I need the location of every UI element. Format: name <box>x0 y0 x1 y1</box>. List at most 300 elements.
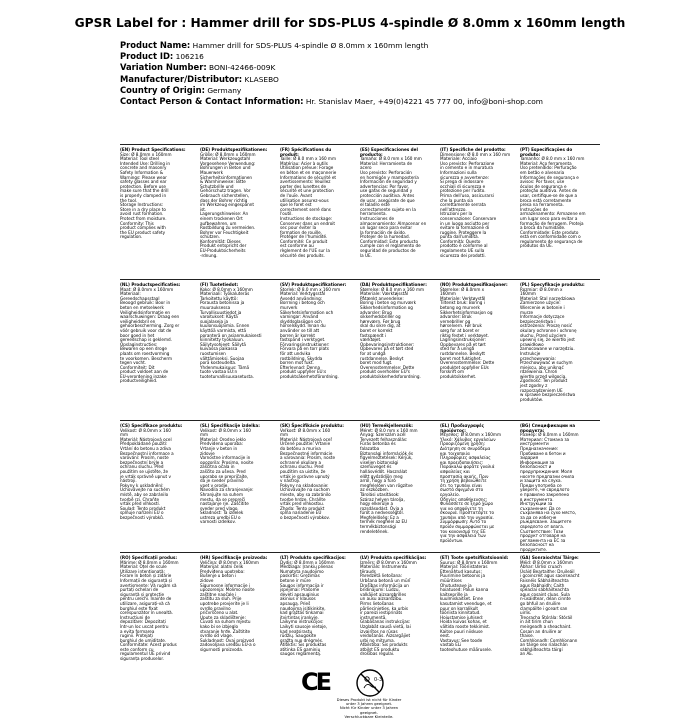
spec-line: splňuje nařízení EU o <box>120 510 164 516</box>
spec-line: Vorgesehene Verwendung: <box>200 160 256 166</box>
spec-line: agus cosaint cluas. Sula <box>520 591 570 597</box>
spec-line: purtați ochelari de <box>120 587 159 593</box>
spec-line: zaštitu za sluh. Prije <box>200 596 242 602</box>
spec-line: Porausta betonissa ja <box>200 300 245 306</box>
spec-line: drošības regulai. <box>360 651 395 657</box>
spec-line: sørg for at boret er <box>440 327 480 333</box>
spec-line: ist. <box>200 206 207 212</box>
spec-line: свредлото от влага. <box>520 524 565 530</box>
spec-line: Bezpečnostné informácie <box>280 450 333 456</box>
spec-heading: (HU) Termékjellemzők: <box>360 423 413 428</box>
spec-line: in un luogo asciutto per <box>440 220 490 226</box>
spec-block-lt <box>280 556 351 657</box>
spec-block-lv <box>360 556 431 657</box>
spec-line: burghiul este fixat <box>120 605 158 611</box>
spec-line: Méret: Ø 8.0 mm x 160 mm <box>360 427 418 433</box>
spec-line: ръждясване. Защитете <box>520 519 572 525</box>
age-warning-caption <box>336 698 402 719</box>
spec-line: Mărime: Ø 8.0mm x 160mm <box>120 559 179 565</box>
spec-line: Veličina: Ø 8.0mm x 160mm <box>200 559 259 565</box>
spec-line: Zhoda: Tento produkt <box>280 505 325 511</box>
spec-line: im Werkzeug eingespannt <box>200 202 254 208</box>
spec-line: termékbiztonsági <box>360 524 396 530</box>
spec-line: acero <box>360 165 372 171</box>
spec-line: boret er korrekt <box>360 327 393 333</box>
spec-line: Ettenähtud kasutus: <box>440 568 482 574</box>
spec-line: varningar: Använd <box>280 314 319 320</box>
spec-line: Μέγεθος: Ø 8.0mm x 160mm <box>440 432 501 438</box>
spec-line: rozporządzeniem UE <box>520 387 563 393</box>
spec-line: Atbilstība: Šis produkts <box>360 642 408 648</box>
spec-block-sv <box>280 283 351 379</box>
spec-line: Instructions de stockage: <box>280 215 333 221</box>
spec-line: Intended Use: Drilling in <box>120 160 171 166</box>
spec-line: porter des lunettes de <box>280 183 327 189</box>
spec-line: an táirge seo rialachán <box>520 642 568 648</box>
spec-line: Προοριζόμενη χρήση: <box>440 441 486 447</box>
spec-line: v nástroji. <box>280 478 301 484</box>
spec-line: Material: Orodno jeklo <box>200 436 246 442</box>
spec-line: sigurnosti proizvoda. <box>200 646 244 652</box>
gpsr-label-page <box>0 16 700 719</box>
spec-line: Instrucțiuni de <box>120 614 150 620</box>
spec-line: rostbildning. Skydda <box>280 355 323 361</box>
spec-line: Shranjujte na suhem <box>200 491 243 497</box>
spec-line: Gehörschutz tragen. Vor <box>200 188 251 194</box>
spec-line: mieste, aby sa zabránilo <box>280 491 331 497</box>
spec-line: cumple con el reglamento de <box>360 243 421 249</box>
spec-heading: (IT) Specifiche del prodotto: <box>440 147 506 152</box>
spec-line: Materiał: Stal narzędziowa <box>520 295 575 301</box>
spec-line: Anyag: Szerszám acél <box>360 432 406 438</box>
spec-line: regulamento de segurança de <box>520 238 583 244</box>
spec-line: te voorkomen. Bescherm <box>120 355 172 361</box>
spec-line: Suurus: Ø 8.0mm x 160mm <box>440 559 498 565</box>
spec-line: Protéger de l'humidité. <box>280 234 328 240</box>
spec-line: vastab ELi <box>440 642 462 648</box>
spec-line: productveiligheid. <box>120 378 158 384</box>
spec-heading: (DE) Produktspezifikationen: <box>200 147 268 152</box>
spec-line: Informații de siguranță și <box>120 577 172 583</box>
spec-line: sikkerhedsbriller og <box>360 314 401 320</box>
spec-line: Преди употреба се <box>520 482 562 488</box>
spec-block-pt <box>520 148 591 249</box>
spec-line: Drošības informācija un <box>360 582 409 588</box>
spec-line: müüritises <box>440 577 462 583</box>
spec-line: upewnij się, że wiertło jest <box>520 337 575 343</box>
spec-line: miejscu, aby uniknąć <box>520 364 564 370</box>
spec-line: Conformidad: Este producto <box>360 238 419 244</box>
spec-line: Hoida kuivas kohas, et <box>440 619 487 625</box>
info-product-id: Product ID: 106216 <box>120 51 204 62</box>
spec-line: зидария <box>520 455 539 461</box>
spec-line: produkt overholder EU's <box>360 369 410 375</box>
spec-line: Hoiustamise juhised: <box>440 614 484 620</box>
spec-line: Predviđena upotreba: <box>200 568 245 574</box>
spec-line: Kaitse puuri niiskuse <box>440 628 483 634</box>
spec-line: szemüveget és <box>360 464 392 470</box>
spec-line: zamocowane w narzędziu. <box>520 346 575 352</box>
spec-block-ga <box>520 556 591 657</box>
spec-line: Instrucciones de <box>360 215 395 221</box>
spec-line: Ohutusteave ja <box>440 582 472 588</box>
spec-line: Velikost: Ø 8.0mm x 160 <box>200 427 251 433</box>
spec-line: the tool. <box>120 197 138 203</box>
spec-line: místě, aby se zabránilo <box>120 491 169 497</box>
spec-line: zidovje <box>200 450 215 456</box>
spec-line: a evita formarea <box>120 628 155 634</box>
spec-line: Vastavus: See toode <box>440 637 483 643</box>
spec-line: Si prega di indossare <box>440 179 484 185</box>
spec-line: σκουριά. Προστατέψτε το <box>440 510 495 516</box>
spec-line: dėvėti apsauginius <box>280 591 320 597</box>
spec-line: vóór gebruik voor dat de <box>120 327 172 333</box>
spec-line: grąžtą nuo drėgmės. <box>280 637 324 643</box>
spec-line: varoitukset: Käytä <box>200 314 238 320</box>
spec-line: pričvršćeno u alat. <box>200 610 239 616</box>
spec-line: herramienta. <box>360 211 387 217</box>
spec-line: vernebriller og <box>440 318 471 324</box>
spec-line: Numatyta naudojimo <box>280 568 324 574</box>
symbols-row <box>0 668 700 719</box>
spec-line: la formación de óxido. <box>360 229 406 235</box>
spec-line: utilizare, asigurați-vă că <box>120 600 170 606</box>
spec-line: rūdžių. Saugokite <box>280 633 317 639</box>
spec-heading: (NL) Productspecificaties: <box>120 282 181 287</box>
spec-heading: (GA) Sonraíochtaí Táirge: <box>520 555 579 560</box>
spec-line: je vrták správně upnut v <box>120 473 171 479</box>
spec-line: do betónu a muriva <box>280 445 321 451</box>
spec-line: kako bi se izbjeglo <box>200 623 239 629</box>
spec-line: pārliecinieties, ka urbis <box>360 605 409 611</box>
spec-line: megfelelően van rögzítve <box>360 482 413 488</box>
spec-line: um lugar seco para evitar a <box>520 215 578 221</box>
spec-line: regulamentul UE privind <box>120 651 171 657</box>
spec-line: przechowywania: <box>520 355 556 361</box>
spec-line: Megfelelőség: Ez a <box>360 514 399 520</box>
spec-line: sábháilteachta táirgí <box>520 646 563 652</box>
spec-line: & Warnhinweise: Bitte <box>200 179 246 185</box>
spec-block-bg <box>520 424 591 553</box>
spec-line: tuote vastaa EU:n <box>200 369 238 375</box>
spec-heading: (PT) Especificações do produto: <box>520 147 573 157</box>
spec-line: que le foret est <box>280 202 312 208</box>
spec-line: avertissements: Veuillez <box>280 179 331 185</box>
spec-line: предупреждения: Моля <box>520 468 573 474</box>
spec-line: για την ασφάλεια των <box>440 533 486 539</box>
spec-line: sted for å unngå <box>440 346 475 352</box>
spec-line: kuivassa paikassa <box>200 346 238 352</box>
spec-line: urbi no mitruma. <box>360 637 395 643</box>
spec-line: avisos: Por favor, use <box>520 179 565 185</box>
spec-line: eest. <box>440 633 451 639</box>
spec-line: schützen. <box>200 234 220 240</box>
spec-line: de usar, asegúrate de que <box>360 197 415 203</box>
spec-line: este conform cu <box>120 646 154 652</box>
spec-line: brīdinājumi: Lūdzu, <box>360 587 400 593</box>
spec-line: Size: Ø 8.0mm x 160mm <box>120 151 172 157</box>
spec-block-hu <box>360 424 431 534</box>
spec-line: vrták pred vlhkosťou. <box>280 501 325 507</box>
spec-line: е правилно закрепено <box>520 491 569 497</box>
spec-line: riktig festet i verktøyet. <box>440 332 489 338</box>
spec-line: formation de rouille. <box>280 229 323 235</box>
spec-line: n-úsáidtear, déan cinnte <box>520 596 571 602</box>
spec-line: produktów. <box>520 396 543 402</box>
spec-line: armazenamento: Armazene em <box>520 211 586 217</box>
spec-line: Οδηγίες αποθήκευσης: <box>440 496 488 502</box>
spec-block-da <box>360 283 431 379</box>
spec-line: за да се избегне <box>520 514 557 520</box>
spec-line: Oppbevares på et tørt <box>440 341 486 347</box>
spec-line: advarsler: Brug <box>360 309 392 315</box>
spec-line: Store in a dry place to <box>120 206 166 212</box>
spec-line: svrdlo od vlage. <box>200 633 233 639</box>
spec-line: poranterä on asianmukaisesti <box>200 332 262 338</box>
spec-line: Rostbildung zu vermeiden. <box>200 225 256 231</box>
spec-line: и защита на слуха. <box>520 478 562 484</box>
spec-block-cs <box>120 424 191 520</box>
spec-line: betong og murverk <box>440 304 480 310</box>
spec-line: безопасност и <box>520 464 552 470</box>
spec-line: Størrelse: Ø 8.0mm x <box>440 286 485 292</box>
spec-line: instrumentā. <box>360 614 387 620</box>
spec-line: utilisation assurez-vous <box>280 197 329 203</box>
spec-line: įtvirtintas įrankyje. <box>280 614 319 620</box>
spec-line: продуктите. <box>520 547 548 553</box>
spec-line: съхранение: Да се <box>520 505 561 511</box>
spec-line: l'outil. <box>280 211 293 217</box>
spec-line: seguridad de productos de <box>360 248 416 254</box>
spec-line: rendeletének. <box>360 528 389 534</box>
spec-line: και τοιχοποιία <box>440 450 470 456</box>
spec-line: Säilytysohjeet: Säilytä <box>200 341 246 347</box>
spec-line: veidošanās. Aizsargājiet <box>360 633 411 639</box>
spec-line: el taladro esté <box>360 202 390 208</box>
spec-line: murverk <box>280 304 298 310</box>
spec-line: съхранява на сухо място, <box>520 510 577 516</box>
spec-line: Инструкции за <box>520 501 553 507</box>
spec-line: Koko: Ø 8.0mm x 160mm <box>200 286 253 292</box>
spec-line: an AE. <box>520 651 534 657</box>
spec-line: safety glasses and ear <box>120 179 167 185</box>
spec-line: Uzglabāt sausā vietā, lai <box>360 623 411 629</box>
spec-line: zaščitna očala in <box>200 464 235 470</box>
spec-line: uirlis. <box>520 610 532 616</box>
spec-line: Sikkerhedsinformation og <box>360 304 413 310</box>
spec-line: dass der Bohrer richtig <box>200 197 248 203</box>
spec-line: Gereedschapsstaal <box>120 295 160 301</box>
spec-line: vpet v orodje. <box>200 482 229 488</box>
spec-line: Efterlevnad: Denna <box>280 364 321 370</box>
spec-line: en hormigón y mampostería <box>360 174 419 180</box>
spec-line: nástroji. <box>120 478 137 484</box>
spec-line: thaise. <box>520 633 534 639</box>
spec-line: beton en metselwerk <box>120 304 164 310</box>
spec-line: sécurité et une protection <box>280 188 334 194</box>
spec-line: Lagringsinstruksjoner: <box>440 337 487 343</box>
spec-line: hörselskydd. Innan du <box>280 323 326 329</box>
spec-line: bezpečnostní brýle a <box>120 459 164 465</box>
spec-line: Veiligheidsinformatie en <box>120 309 171 315</box>
spec-line: Storage Instructions: <box>120 202 164 208</box>
spec-line: rozsdásodást. Óvja a <box>360 505 404 511</box>
spec-line: ochranu sluchu. Před <box>120 464 164 470</box>
spec-line: Varnostne informacije in <box>200 455 251 461</box>
spec-line: Čuvati na suhom mjestu <box>200 619 251 625</box>
spec-line: usar, certifique-se de que a <box>520 192 578 198</box>
spec-block-nl <box>120 283 191 384</box>
spec-line: Glabāšanas instrukcijas: <box>360 619 411 625</box>
spec-line: Πληροφορίες ασφαλείας <box>440 455 491 461</box>
spec-line: prawidłowo <box>520 341 544 347</box>
spec-line: Förvara på en torr plats <box>280 346 329 352</box>
spec-line: Predvidena uporaba: <box>200 441 244 447</box>
spec-line: az eszközben. <box>360 487 389 493</box>
spec-line: vältida rooste tekkimist. <box>440 623 491 629</box>
spec-line: broca está corretamente <box>520 197 572 203</box>
spec-line: Bušenje u beton i <box>200 573 237 579</box>
spec-line: apsaugą. Prieš <box>280 600 311 606</box>
spec-line: Konformität: Dieses <box>200 238 241 244</box>
spec-line: protección auditiva. Antes <box>360 192 415 198</box>
spec-line: saugos reglamentą. <box>280 651 322 657</box>
spec-line: инструменти <box>520 441 549 447</box>
svg-text:0-3: 0-3 <box>374 677 383 683</box>
spec-line: borren mot fukt. <box>280 360 314 366</box>
spec-line: rustdannelse. Beskyt <box>360 355 404 361</box>
spec-line: prodotto è conforme al <box>440 243 488 249</box>
spec-heading: (HR) Specifikacije proizvoda: <box>200 555 268 560</box>
spec-line: Upute za skladištenje: <box>200 614 246 620</box>
spec-line: Instruções de <box>520 206 548 212</box>
spec-line: jest zgodny z <box>520 383 548 389</box>
spec-line: boret mot fuktighet. <box>440 355 482 361</box>
spec-line: product complies with <box>120 225 166 231</box>
spec-line: Tárolási utasítások: <box>360 491 400 497</box>
spec-line: σωστά σφιγμένο στο <box>440 487 484 493</box>
spec-line: avertismente: Vă rugăm să <box>120 582 177 588</box>
spec-line: règlement de l'UE sur la <box>280 248 330 254</box>
spec-line: agus Rabhaidh: Caith <box>520 582 565 588</box>
spec-line: burghiul de umiditate. <box>120 637 167 643</box>
spec-line: ostrzeżenia: Proszę nosić <box>520 323 572 329</box>
product-info <box>120 40 700 107</box>
spec-line: the EU product safety <box>120 229 166 235</box>
row-divider <box>120 552 600 553</box>
spec-line: paskirtis: Gręžimas <box>280 573 320 579</box>
spec-line: Utilisation prévue: Forage <box>280 165 334 171</box>
spec-line: Materiál: Nástrojová ocel <box>120 436 172 442</box>
spec-line: corespunzător în unealtă. <box>120 610 173 616</box>
spec-line: Protejer de la humedad. <box>360 234 410 240</box>
spec-line: conservazione: Conservare <box>440 215 497 221</box>
spec-line: em betão e alvenaria <box>520 169 565 175</box>
spec-line: kad neatsirastų <box>280 628 313 634</box>
spec-line: izvairītos no rūsas <box>360 628 398 634</box>
spec-line: välttämiseksi. Suojaa <box>200 355 245 361</box>
info-manufacturer: Manufacturer/Distributor: KLASEBO <box>120 73 279 84</box>
spec-line: Dydis: Ø 8.0mm x 160mm <box>280 559 335 565</box>
spec-line: τη χρήση βεβαιωθείτε <box>440 478 487 484</box>
spec-heading: (NO) Produktspesifikasjoner: <box>440 282 508 287</box>
spec-line: Sigurnosne informacije i <box>200 582 251 588</box>
spec-line: aufbewahren, um <box>200 220 237 226</box>
spec-line: produktet oppfyller EUs <box>440 364 489 370</box>
spec-line: Veľkosť: Ø 8.0mm x 160 <box>280 427 331 433</box>
spec-line: 160mm <box>520 291 536 297</box>
spec-line: regolamento UE sulla <box>440 248 485 254</box>
spec-heading: (FI) Tuotetiedot: <box>200 282 239 287</box>
spec-line: Turvallisuustiedot ja <box>200 309 242 315</box>
spec-line: -rdnung. <box>200 252 218 258</box>
spec-line: Размер: Ø 8.0mm x 160mm <box>520 432 579 438</box>
spec-line: ir pareizi iestiprināts <box>360 610 403 616</box>
spec-line: for at undgå <box>360 350 386 356</box>
row-divider <box>120 279 600 280</box>
age-warning-caption-line: Verschluckbare Kleinteile. <box>344 713 394 719</box>
spec-line: Rozmiar: Ø 8.0mm x <box>520 286 563 292</box>
spec-line: słuchu. Przed użyciem <box>520 332 567 338</box>
spec-line: Fúrás betonba és <box>360 441 396 447</box>
spec-line: Zamierzone użycie: <box>520 300 561 306</box>
spec-line: Overensstemmelse: Dette <box>440 360 495 366</box>
spec-line: Bohrer vor Feuchtigkeit <box>200 229 249 235</box>
spec-line: sicurezza dei prodotti. <box>440 252 486 258</box>
spec-line: hallásvédőt. Használat <box>360 468 408 474</box>
spec-line: use gafas de seguridad y <box>360 188 413 194</box>
spec-block-fi <box>200 283 271 379</box>
spec-line: Tarkoitettu käyttö: <box>200 295 238 301</box>
spec-line: Größe: Ø 8.0mm x 160mm <box>200 151 256 157</box>
spec-line: Úsáid Beartaithe: Druileáil <box>520 568 575 574</box>
spec-line: Saugos informacija ir <box>280 582 324 588</box>
spec-line: Conformidade: Este produto <box>520 229 579 235</box>
spec-line: Pokyny k uskladnění: <box>120 482 164 488</box>
spec-line: Παρακαλώ φοράτε γυαλιά <box>440 464 495 470</box>
spec-line: produktsäkerhetsförordning. <box>280 373 339 379</box>
spec-line: Material: Oțel de scule <box>120 564 167 570</box>
spec-line: avoid rust formation. <box>120 211 164 217</box>
spec-line: Boring i beton og murværk <box>360 300 416 306</box>
spec-line: ruostumisen <box>200 350 226 356</box>
spec-block-no <box>440 283 511 379</box>
spec-line: Taille: Ø 8.0 mm x 160 mm <box>280 156 337 162</box>
spec-line: svrdlo pravilno <box>200 605 231 611</box>
spec-line: Určené použitie: Vŕtanie <box>280 441 331 447</box>
spec-line: boret mod fugt. <box>360 360 393 366</box>
spec-line: uporabo se prepričajte, <box>200 473 249 479</box>
spec-line: носете предпазни очила <box>520 473 575 479</box>
spec-line: Informations de sécurité et <box>280 174 337 180</box>
spec-line: fastspændt i <box>360 332 386 338</box>
spec-line: Uso pretendido: Perfuração <box>520 165 577 171</box>
spec-line: Mauerwerk <box>200 169 224 175</box>
spec-line: Conformiteit: Dit <box>120 364 155 370</box>
spec-line: nell'attrezzo. <box>440 206 467 212</box>
spec-line: Uchovávajte na suchom <box>280 487 330 493</box>
spec-line: Laikymo instrukcijos: <box>280 619 324 625</box>
spec-heading: (EN) Product Specifications: <box>120 147 186 152</box>
spec-line: rdzewienia. Chroń <box>520 369 558 375</box>
spec-line: ότι το τρυπάνι είναι <box>440 482 482 488</box>
spec-line: ruginii. Protejați <box>120 633 153 639</box>
info-product-name: Product Name: Hammer drill for SDS-PLUS 4-spindle Ø 8.0mm x 160mm length <box>120 40 429 50</box>
spec-line: einem trockenen Ort <box>200 215 243 221</box>
spec-line: tvorbě rzi. Chraňte <box>120 496 160 502</box>
spec-line: wiertło przed wilgocią. <box>520 373 567 379</box>
spec-line: skal du sikre dig, at <box>360 323 401 329</box>
